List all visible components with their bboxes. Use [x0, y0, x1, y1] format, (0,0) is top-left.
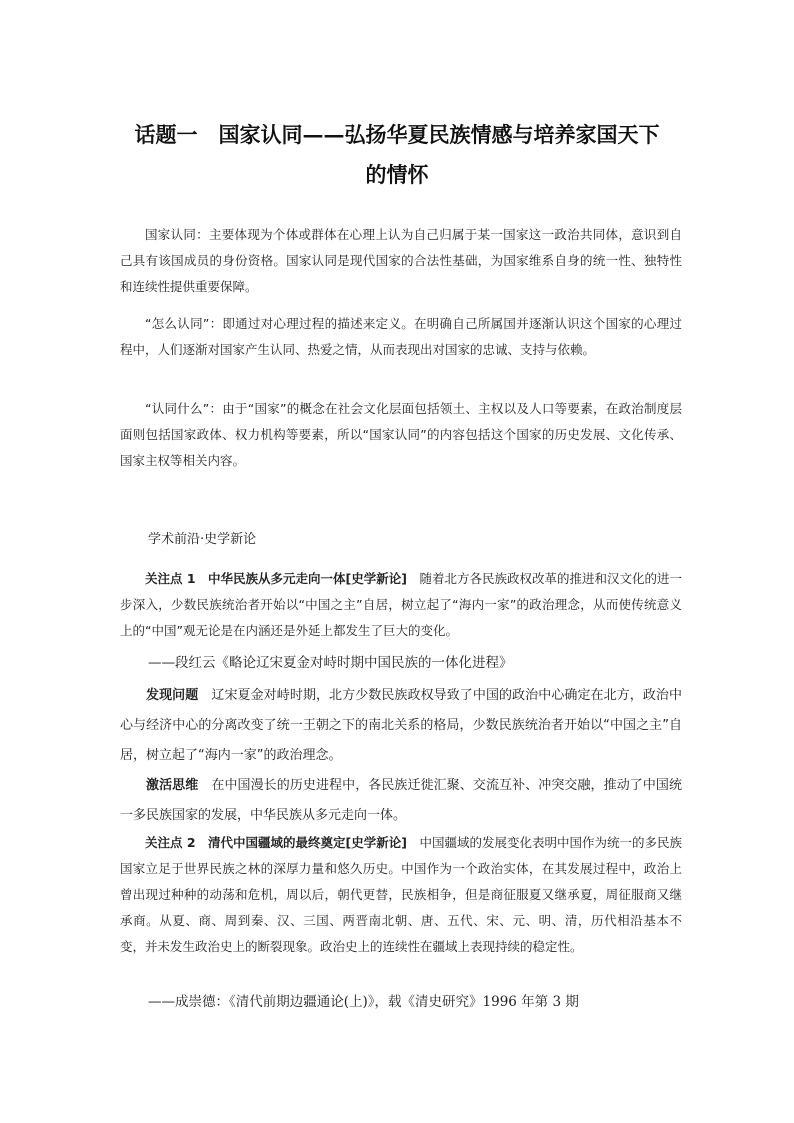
page-title: 话题一 国家认同——弘扬华夏民族情感与培养家国天下 [134, 122, 660, 147]
focus-point-2-label: 关注点 2 清代中国疆域的最终奠定[史学新论] [145, 835, 407, 850]
focus-point-1 [120, 566, 682, 644]
focus-point-1-text: 随着北方各民族政权改革的推进和汉文化的进一步深入，少数民族统治者开始以“中国之主”自居，树立起了“海内一家”的政治理念，从而使传统意义上的“中国”观无论是在内涵还是外延上都发生了巨大的变化。 [120, 571, 682, 638]
intro-what-to-identify: “认同什么”：由于“国家”的概念在社会文化层面包括领土、主权以及人口等要素，在政治制度层面则包括国家政体、权力机构等要素，所以“国家认同”的内容包括这个国家的历史发展、文化传承、国家主权等相关内容。 [120, 401, 682, 468]
activate-thinking-text: 在中国漫长的历史进程中，各民族迁徙汇聚、交流互补、冲突交融，推动了中国统一多民族国家的发展，中华民族从多元走向一体。 [120, 778, 682, 823]
activate-thinking-label: 激活思维 [146, 778, 199, 793]
intro-definition: 国家认同：主要体现为个体或群体在心理上认为自己归属于某一国家这一政治共同体，意识到自己具有该国成员的身份资格。国家认同是现代国家的合法性基础，为国家维系自身的统一性、独特性和连续性提供重要保障。 [120, 227, 682, 294]
focus-point-2-source: ——成崇德：《清代前期边疆通论(上)》，载《清史研究》1996 年第 3 期 [148, 994, 579, 1010]
page-title-continued: 的情怀 [365, 162, 429, 187]
section-heading: 学术前沿·史学新论 [148, 532, 257, 547]
activate-thinking [120, 771, 682, 831]
discover-problem-label: 发现问题 [146, 688, 199, 703]
discover-problem [120, 681, 682, 771]
intro-how-to-identify: “怎么认同”：即通过对心理过程的描述来定义。在明确自己所属国并逐渐认识这个国家的心理过程中，人们逐渐对国家产生认同、热爱之情，从而表现出对国家的忠诚、支持与依赖。 [120, 316, 682, 357]
focus-point-2 [120, 830, 682, 960]
focus-point-1-source: ——段红云《略论辽宋夏金对峙时期中国民族的一体化进程》 [148, 655, 513, 671]
focus-point-2-text: 中国疆域的发展变化表明中国作为统一的多民族国家立足于世界民族之林的深厚力量和悠久历史。中国作为一个政治实体，在其发展过程中，政治上曾出现过种种的动荡和危机，周以后，朝代更替，民族相争，但是商征服夏又继承夏，周征服商又继承商。从夏、商、周到秦、汉、三国、两晋南北朝、唐、五代、宋、元、明、清，历代相沿基本不变，并未发生政治史上的断裂现象。政治史上的连续性在疆域上表现持续的稳定性。 [120, 835, 682, 954]
discover-problem-text: 辽宋夏金对峙时期，北方少数民族政权导致了中国的政治中心确定在北方，政治中心与经济中心的分离改变了统一王朝之下的南北关系的格局，少数民族统治者开始以“中国之主”自居，树立起了“海内一家”的政治理念。 [120, 688, 682, 763]
focus-point-1-label: 关注点 1 中华民族从多元走向一体[史学新论] [145, 571, 407, 586]
